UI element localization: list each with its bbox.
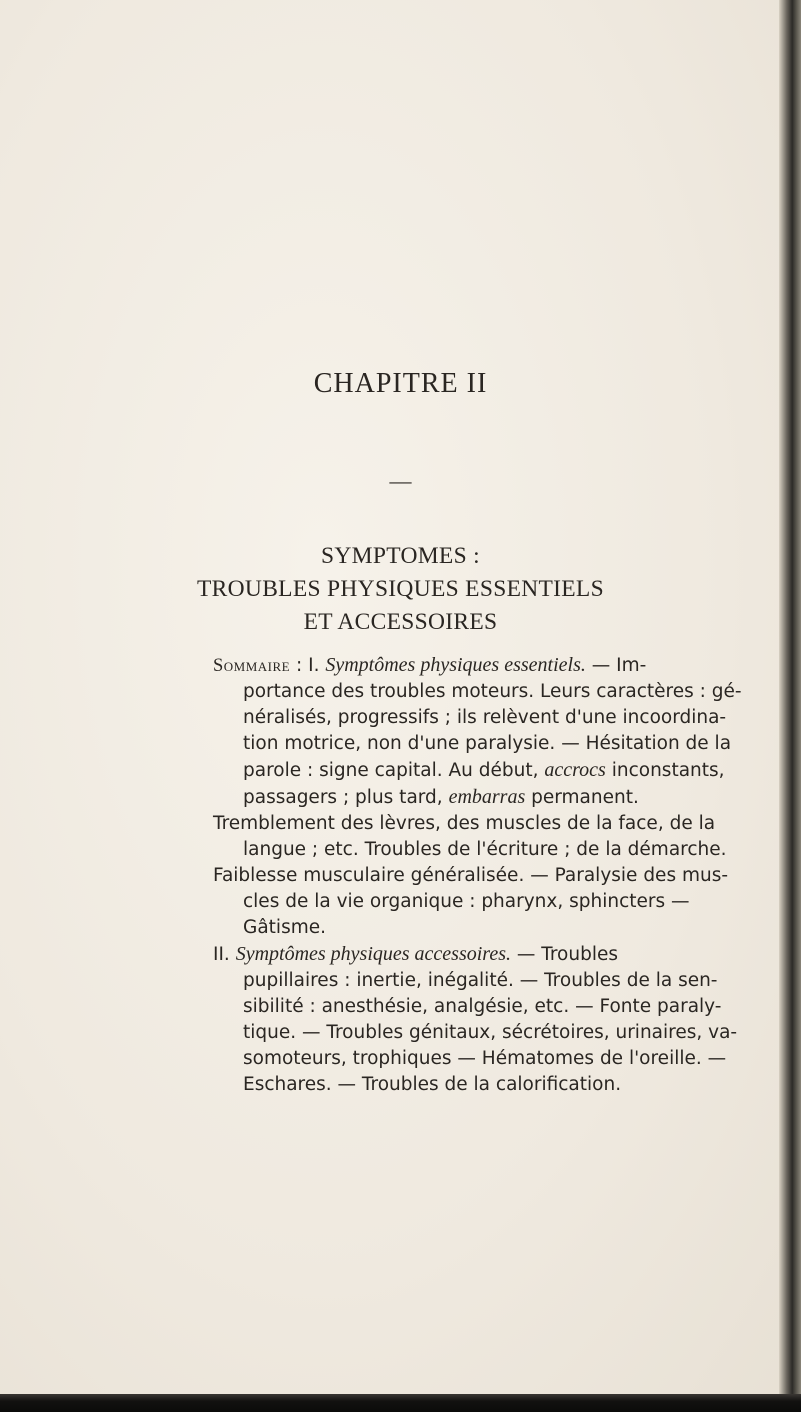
summary-line: Tremblement des lèvres, des muscles de la face, de la <box>213 813 716 834</box>
title-line-2: TROUBLES PHYSIQUES ESSENTIELS <box>197 576 604 602</box>
summary-label: Sommaire <box>213 656 291 676</box>
page-edge-shadow <box>779 0 801 1412</box>
title-line-1: SYMPTOMES : <box>321 543 480 569</box>
summary-line: portance des troubles moteurs. Leurs caractères : gé- <box>243 681 742 702</box>
summary-line: somoteurs, trophiques — Hématomes de l'oreille. — <box>243 1048 727 1069</box>
summary-line: Faiblesse musculaire généralisée. — Paralysie des mus- <box>213 865 729 886</box>
summary-line: Eschares. — Troubles de la calorification. <box>243 1074 622 1095</box>
summary-line: cles de la vie organique : pharynx, sphincters — <box>243 891 690 912</box>
chapter-title <box>0 540 801 639</box>
summary-line: passagers ; plus tard, embarras permanent. <box>243 786 639 808</box>
summary-line: néralisés, progressifs ; ils relèvent d'une incoordina- <box>243 707 727 728</box>
section-heading-accessory: Symptômes physiques accessoires. <box>235 943 511 965</box>
summary-line: tique. — Troubles génitaux, sécrétoires, urinaires, va- <box>243 1022 738 1043</box>
summary-line: langue ; etc. Troubles de l'écriture ; de la démarche. <box>243 839 727 860</box>
summary-line: Sommaire : I. Symptômes physiques essentiels. — Im- <box>213 654 647 676</box>
summary-line: sibilité : anesthésie, analgésie, etc. — Fonte paraly- <box>243 996 722 1017</box>
chapter-heading: CHAPITRE II <box>313 368 488 399</box>
summary-line: parole : signe capital. Au début, accrocs inconstants, <box>243 759 725 781</box>
section-heading-essential: Symptômes physiques essentiels. <box>325 654 586 676</box>
chapter-separator: — <box>389 468 412 493</box>
summary-line: tion motrice, non d'une paralysie. — Hésitation de la <box>243 733 732 754</box>
scan-bottom-border <box>0 1394 801 1412</box>
summary-line: pupillaires : inertie, inégalité. — Troubles de la sen- <box>243 970 718 991</box>
title-line-3: ET ACCESSOIRES <box>303 609 498 635</box>
summary-line: II. Symptômes physiques accessoires. — Troubles <box>213 943 618 965</box>
summary-line: Gâtisme. <box>243 917 326 938</box>
chapter-summary <box>213 652 763 1098</box>
